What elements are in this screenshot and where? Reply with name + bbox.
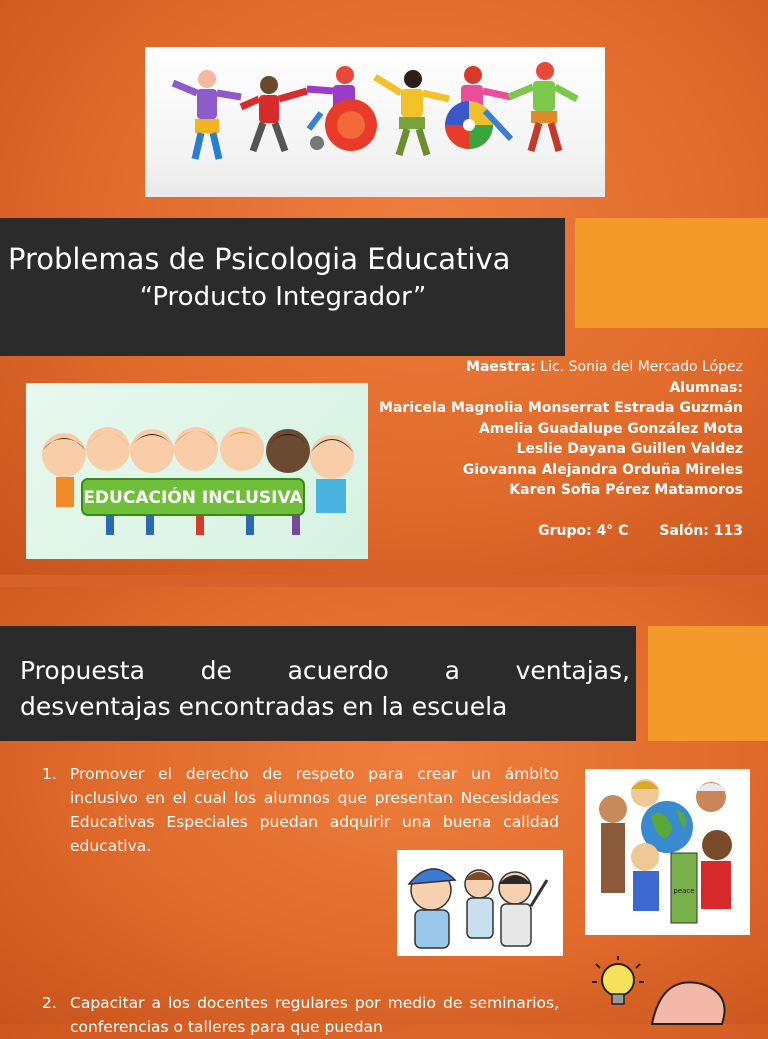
world-children-image <box>585 769 750 935</box>
student-name: Leslie Dayana Guillen Valdez <box>516 441 743 457</box>
proposal-item <box>42 762 559 858</box>
proposal-number: 1. <box>42 765 57 783</box>
teacher-row <box>343 357 743 378</box>
students-cartoon-image <box>397 850 563 956</box>
student-name: Karen Sofia Pérez Matamoros <box>509 482 743 498</box>
lightbulb-cartoon-image <box>572 954 768 1024</box>
banner-text: EDUCACIÓN INCLUSIVA <box>83 488 303 508</box>
children-holding-hands-image <box>145 47 605 197</box>
inclusive-education-image <box>26 383 368 559</box>
proposal-text: Capacitar a los docentes regulares por medio de seminarios, conferencias o talleres para que puedan <box>70 994 559 1036</box>
section-title <box>20 653 630 725</box>
slide-separator <box>0 575 768 587</box>
title-bar <box>0 218 565 356</box>
group-label: Grupo <box>538 522 587 539</box>
section-title-word: Propuesta <box>20 656 145 685</box>
proposal-number: 2. <box>42 994 57 1012</box>
room-label: Salón <box>659 522 704 539</box>
page-title: Problemas de Psicologia Educativa <box>8 242 511 276</box>
room-value: : 113 <box>703 522 743 539</box>
group-value: : 4° C <box>586 522 629 539</box>
section-title-word: a <box>444 656 460 685</box>
teacher-name: Lic. Sonia del Mercado López <box>540 359 743 375</box>
teacher-label: Maestra: <box>466 359 536 375</box>
accent-block <box>575 218 768 328</box>
proposal-text: Promover el derecho de respeto para crear un ámbito inclusivo en el cual los alumnos que presentan Necesidades Educativas Especiales puedan adquirir una buena calidad educativa. <box>70 765 559 855</box>
section-title-word: de <box>200 656 232 685</box>
svg-text:peace: peace <box>673 887 695 895</box>
credits <box>343 357 743 541</box>
student-name: Giovanna Alejandra Orduña Mireles <box>462 461 743 478</box>
section-title-word: acuerdo <box>287 656 389 685</box>
slide-2 <box>0 587 768 1036</box>
proposal-item <box>42 991 559 1039</box>
student-name: Amelia Guadalupe González Mota <box>478 420 743 437</box>
group-room-row <box>343 521 743 542</box>
students-label: Alumnas: <box>669 379 743 396</box>
accent-block <box>648 626 768 741</box>
page-subtitle: “Producto Integrador” <box>139 282 427 312</box>
student-name: Maricela Magnolia Monserrat Estrada Guzmán <box>379 400 743 416</box>
section-title-bar <box>0 626 636 741</box>
section-title-word: ventajas, <box>515 656 630 685</box>
section-title-line2: desventajas encontradas en la escuela <box>20 692 508 721</box>
